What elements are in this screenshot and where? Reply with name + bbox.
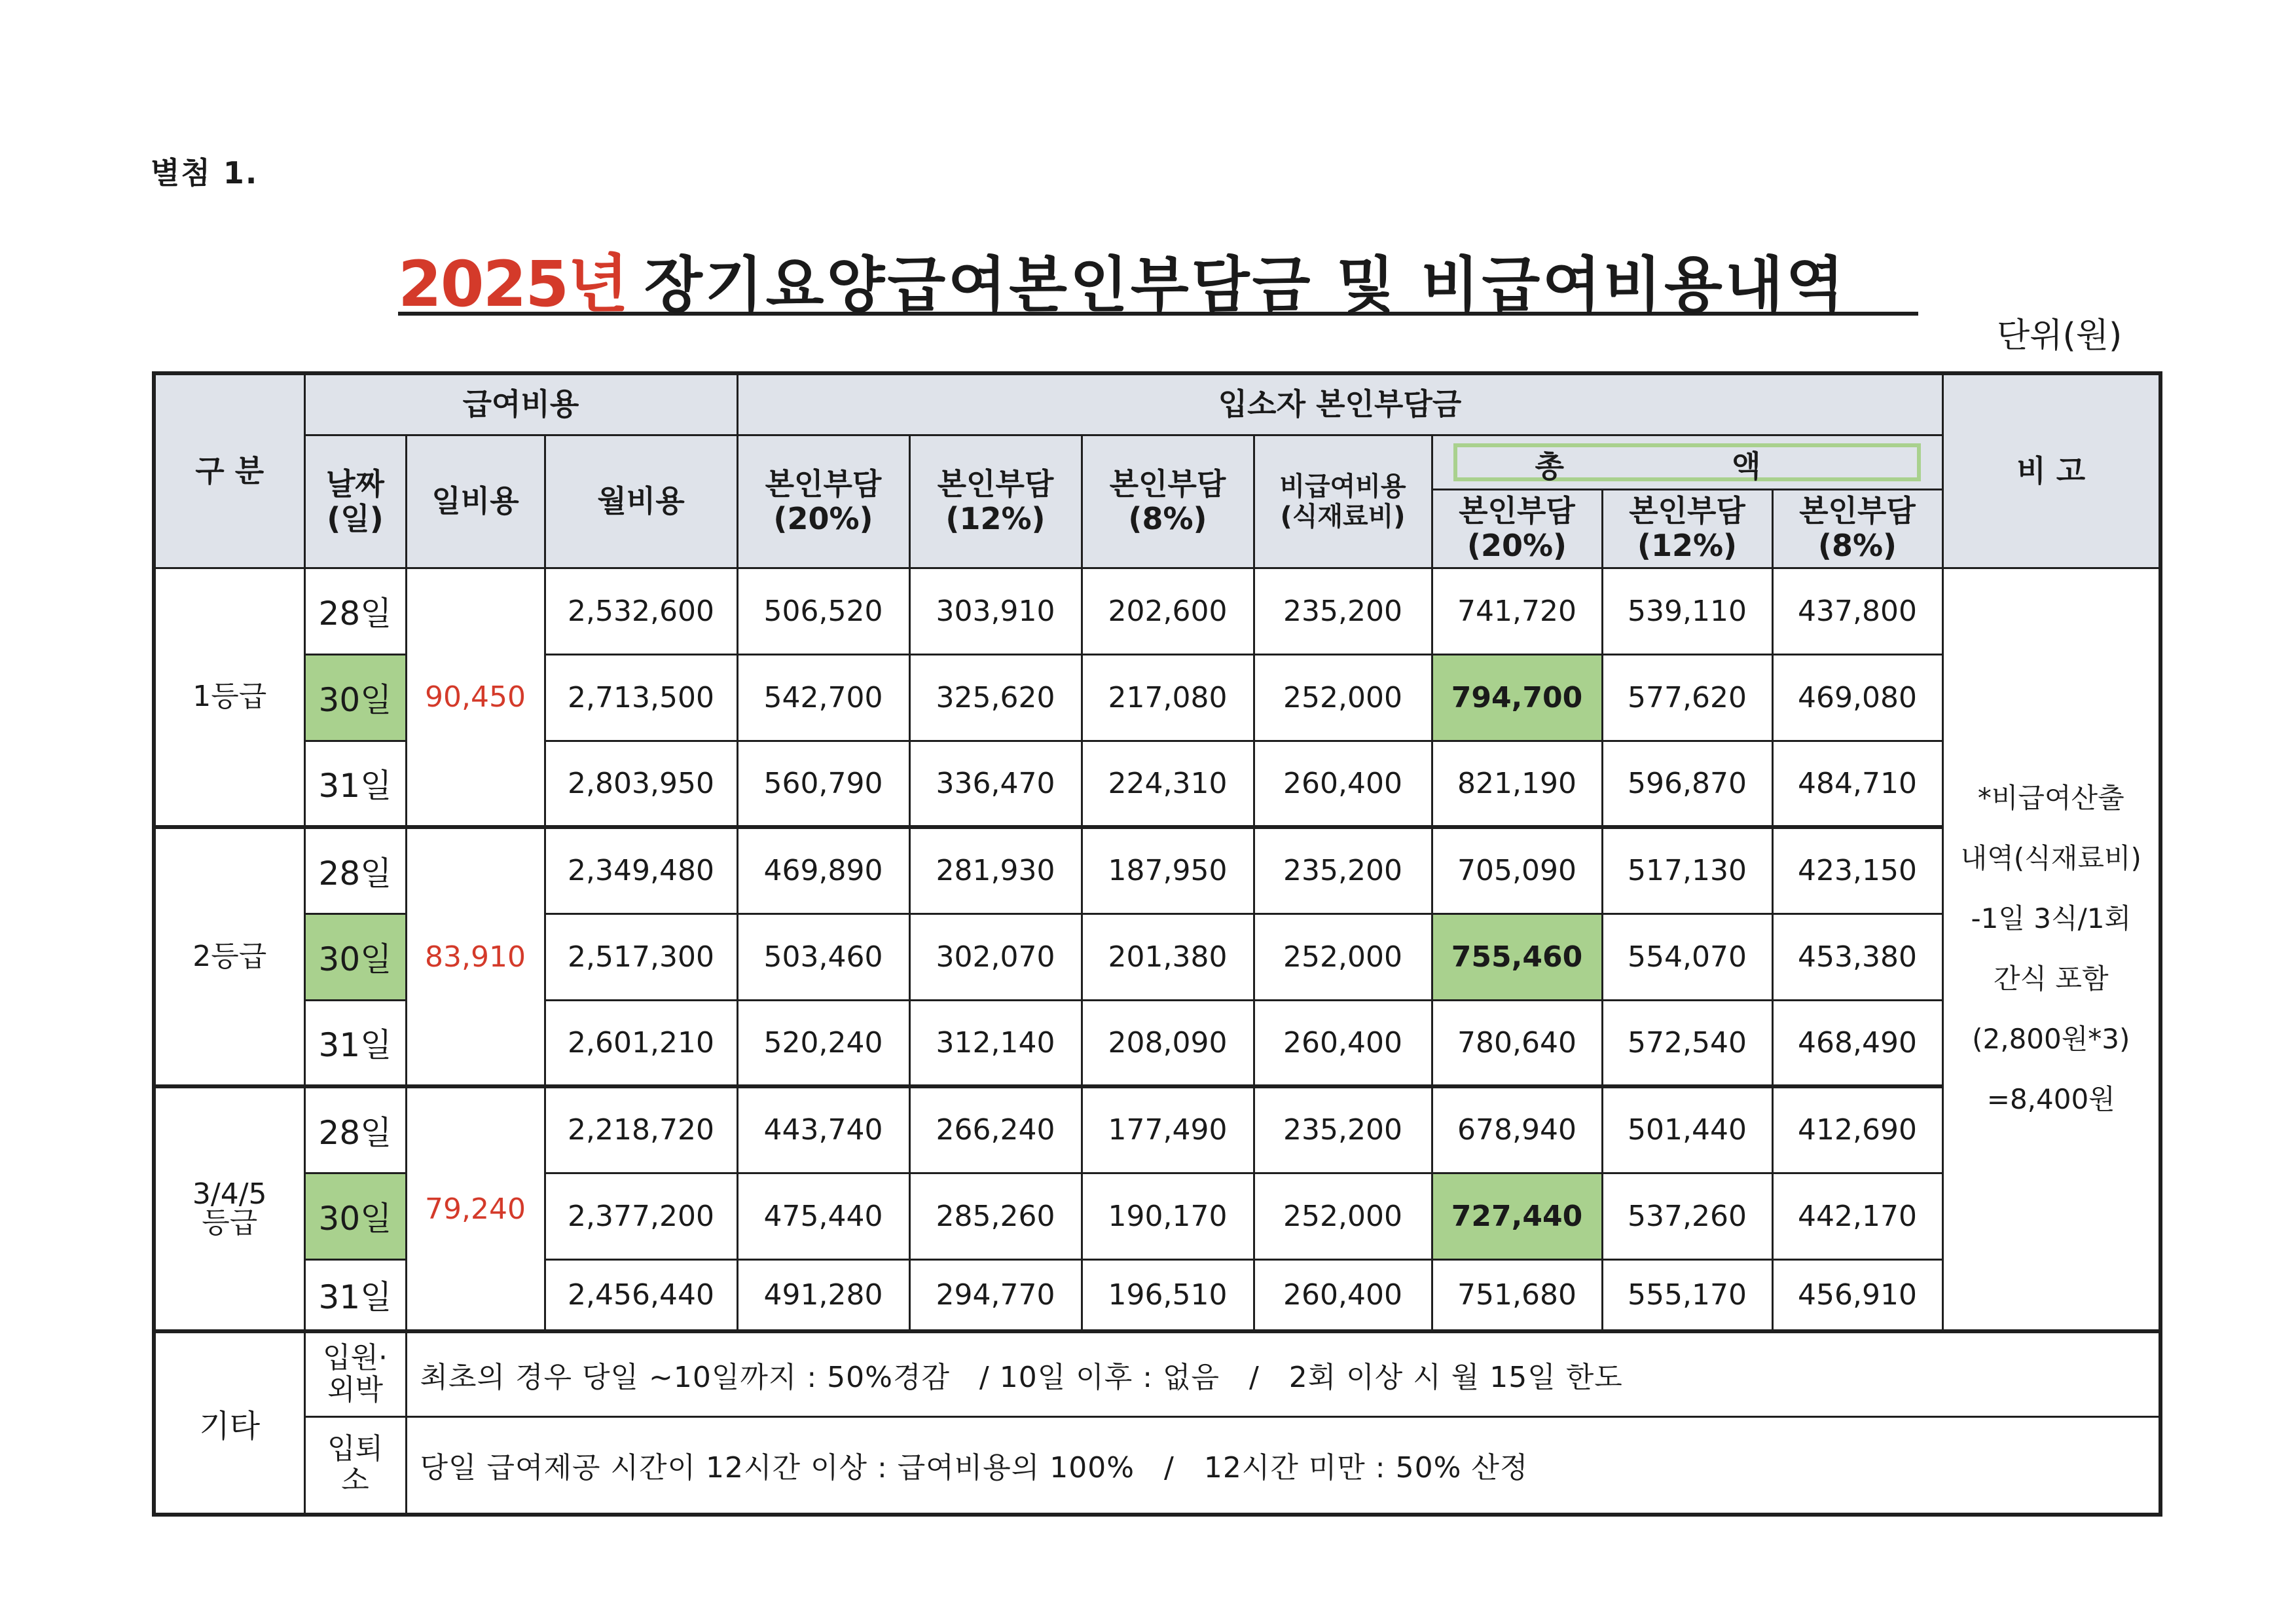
nonbenefit-cost: 252,000: [1254, 654, 1432, 741]
copay-20: 506,520: [737, 568, 909, 654]
copay-20: 475,440: [737, 1173, 909, 1259]
monthly-cost: 2,218,720: [545, 1086, 737, 1173]
copay-20: 560,790: [737, 741, 909, 827]
header-total-20: [1433, 490, 1603, 567]
copay-12: 281,930: [909, 827, 1082, 913]
monthly-cost: 2,803,950: [545, 741, 737, 827]
copay-20: 469,890: [737, 827, 909, 913]
header-total-12-line2: (12%): [1637, 528, 1738, 563]
daily-cost: 79,240: [406, 1086, 545, 1331]
total-12: 596,870: [1602, 741, 1772, 827]
header-copay-12-line1: 본인부담: [937, 466, 1054, 502]
total-8: 442,170: [1772, 1173, 1942, 1259]
header-total-8-line1: 본인부담: [1799, 493, 1916, 529]
day-cell: 30일: [304, 654, 406, 741]
copay-20: 542,700: [737, 654, 909, 741]
header-copay-12-line2: (12%): [945, 500, 1046, 536]
nonbenefit-cost: 235,200: [1254, 1086, 1432, 1173]
copay-8: 190,170: [1082, 1173, 1254, 1259]
total-20: 705,090: [1432, 827, 1602, 913]
copay-20: 503,460: [737, 913, 909, 1000]
header-date-line2: (일): [327, 500, 384, 536]
copay-12: 294,770: [909, 1259, 1082, 1331]
total-8: 484,710: [1772, 741, 1942, 827]
header-nonbenefit-line1: 비급여비용: [1279, 471, 1406, 502]
header-remarks: 비 고: [1942, 373, 2160, 568]
nonbenefit-cost: 260,400: [1254, 1000, 1432, 1086]
total-8: 469,080: [1772, 654, 1942, 741]
remark-line: 간식 포함: [1993, 963, 2109, 995]
monthly-cost: 2,377,200: [545, 1173, 737, 1259]
total-20: 678,940: [1432, 1086, 1602, 1173]
nonbenefit-cost: 260,400: [1254, 741, 1432, 827]
total-12: 577,620: [1602, 654, 1772, 741]
copay-8: 217,080: [1082, 654, 1254, 741]
header-total-20-line1: 본인부담: [1459, 493, 1575, 529]
copay-8: 187,950: [1082, 827, 1254, 913]
day-cell: 28일: [304, 568, 406, 654]
total-8: 468,490: [1772, 1000, 1942, 1086]
copay-20: 491,280: [737, 1259, 909, 1331]
etc-text-admission: 최초의 경우 당일 ~10일까지 : 50%경감 / 10일 이후 : 없음 / 2회 이상 시 월 15일 한도: [406, 1331, 2160, 1416]
monthly-cost: 2,456,440: [545, 1259, 737, 1331]
total-20: 751,680: [1432, 1259, 1602, 1331]
etc-text-discharge: 당일 급여제공 시간이 12시간 이상 : 급여비용의 100% / 12시간 미만 : 50% 산정: [406, 1416, 2160, 1515]
total-20: 780,640: [1432, 1000, 1602, 1086]
day-cell: 28일: [304, 1086, 406, 1173]
header-nonbenefit: [1254, 435, 1432, 568]
total-8: 456,910: [1772, 1259, 1942, 1331]
header-total: 총 액: [1453, 443, 1922, 481]
etc-row-discharge: [154, 1416, 2160, 1515]
monthly-cost: 2,517,300: [545, 913, 737, 1000]
nonbenefit-cost: 235,200: [1254, 568, 1432, 654]
nonbenefit-cost: 260,400: [1254, 1259, 1432, 1331]
total-8: 412,690: [1772, 1086, 1942, 1173]
total-8: 453,380: [1772, 913, 1942, 1000]
copay-12: 302,070: [909, 913, 1082, 1000]
total-20: 741,720: [1432, 568, 1602, 654]
copay-8: 177,490: [1082, 1086, 1254, 1173]
grade-label: [154, 1086, 304, 1331]
day-cell: 28일: [304, 827, 406, 913]
total-8: 423,150: [1772, 827, 1942, 913]
copay-8: 224,310: [1082, 741, 1254, 827]
total-20: 821,190: [1432, 741, 1602, 827]
monthly-cost: 2,532,600: [545, 568, 737, 654]
total-12: 517,130: [1602, 827, 1772, 913]
header-total-12-line1: 본인부담: [1629, 493, 1745, 529]
etc-label-discharge: [304, 1416, 406, 1515]
header-copay-12: [909, 435, 1082, 568]
monthly-cost: 2,349,480: [545, 827, 737, 913]
table-row: [154, 1086, 2160, 1173]
header-total-subcols: [1433, 490, 1942, 567]
header-category: 구 분: [154, 373, 304, 568]
header-copay-20-line2: (20%): [773, 500, 873, 536]
copay-12: 266,240: [909, 1086, 1082, 1173]
remarks-cell: [1942, 568, 2160, 1331]
header-resident-copay: 입소자 본인부담금: [737, 373, 1942, 435]
daily-cost: 83,910: [406, 827, 545, 1086]
monthly-cost: 2,601,210: [545, 1000, 737, 1086]
total-8: 437,800: [1772, 568, 1942, 654]
total-12: 555,170: [1602, 1259, 1772, 1331]
page-title: [398, 234, 1918, 321]
grade-label: 2등급: [154, 827, 304, 1086]
header-date-line1: 날짜: [326, 466, 384, 502]
table-row: [154, 568, 2160, 654]
etc-label-admission: [304, 1331, 406, 1416]
remark-line: -1일 3식/1회: [1971, 902, 2132, 935]
header-daily-cost: 일비용: [406, 435, 545, 568]
header-total-group: [1432, 435, 1942, 568]
day-cell: 31일: [304, 741, 406, 827]
total-12: 539,110: [1602, 568, 1772, 654]
total-20: 794,700: [1432, 654, 1602, 741]
header-total-20-line2: (20%): [1467, 528, 1567, 563]
day-cell: 30일: [304, 1173, 406, 1259]
header-copay-20: [737, 435, 909, 568]
header-monthly-cost: 월비용: [545, 435, 737, 568]
header-copay-8-line2: (8%): [1128, 500, 1207, 536]
remark-line: 내역(식재료비): [1960, 842, 2141, 875]
header-copay-8-line1: 본인부담: [1109, 466, 1226, 502]
total-12: 537,260: [1602, 1173, 1772, 1259]
monthly-cost: 2,713,500: [545, 654, 737, 741]
header-copay-8: [1082, 435, 1254, 568]
copay-8: 202,600: [1082, 568, 1254, 654]
daily-cost: 90,450: [406, 568, 545, 827]
header-nonbenefit-line2: (식재료비): [1280, 501, 1406, 532]
etc-label-admission-line1: 입원·: [323, 1341, 388, 1375]
header-copay-20-line1: 본인부담: [765, 466, 882, 502]
etc-label-discharge-line2: 소: [341, 1464, 369, 1498]
header-total-8-line2: (8%): [1817, 528, 1897, 563]
total-12: 572,540: [1602, 1000, 1772, 1086]
grade-label-line2: 등급: [202, 1206, 258, 1240]
remark-line: =8,400원: [1986, 1083, 2115, 1116]
header-total-8: [1774, 490, 1942, 567]
copay-12: 336,470: [909, 741, 1082, 827]
etc-label-discharge-line1: 입퇴: [327, 1431, 383, 1466]
header-total-row: [1433, 436, 1942, 490]
day-cell: 31일: [304, 1000, 406, 1086]
header-total-12: [1603, 490, 1774, 567]
header-date: [304, 435, 406, 568]
total-12: 501,440: [1602, 1086, 1772, 1173]
copay-12: 312,140: [909, 1000, 1082, 1086]
remark-line: *비급여산출: [1977, 782, 2124, 815]
copay-8: 196,510: [1082, 1259, 1254, 1331]
unit-label: 단위(원): [1997, 316, 2123, 356]
etc-label-admission-line2: 외박: [327, 1373, 383, 1407]
copay-20: 520,240: [737, 1000, 909, 1086]
title-main: 장기요양급여본인부담금 및 비급여비용내역: [644, 250, 1847, 320]
nonbenefit-cost: 252,000: [1254, 1173, 1432, 1259]
copay-20: 443,740: [737, 1086, 909, 1173]
nonbenefit-cost: 235,200: [1254, 827, 1432, 913]
remark-line: (2,800원*3): [1972, 1023, 2130, 1056]
copay-12: 303,910: [909, 568, 1082, 654]
copay-12: 325,620: [909, 654, 1082, 741]
table-row: [154, 827, 2160, 913]
total-20: 727,440: [1432, 1173, 1602, 1259]
total-20: 755,460: [1432, 913, 1602, 1000]
attachment-label: 별첨 1.: [151, 155, 259, 191]
header-benefit-cost: 급여비용: [304, 373, 737, 435]
grade-label-line1: 3/4/5: [192, 1177, 267, 1211]
etc-title: 기타: [154, 1331, 304, 1515]
copay-8: 208,090: [1082, 1000, 1254, 1086]
day-cell: 31일: [304, 1259, 406, 1331]
etc-row-admission: [154, 1331, 2160, 1416]
cost-table: [152, 371, 2162, 1517]
total-12: 554,070: [1602, 913, 1772, 1000]
day-cell: 30일: [304, 913, 406, 1000]
copay-8: 201,380: [1082, 913, 1254, 1000]
nonbenefit-cost: 252,000: [1254, 913, 1432, 1000]
copay-12: 285,260: [909, 1173, 1082, 1259]
title-year: 2025년: [398, 248, 627, 321]
grade-label: 1등급: [154, 568, 304, 827]
